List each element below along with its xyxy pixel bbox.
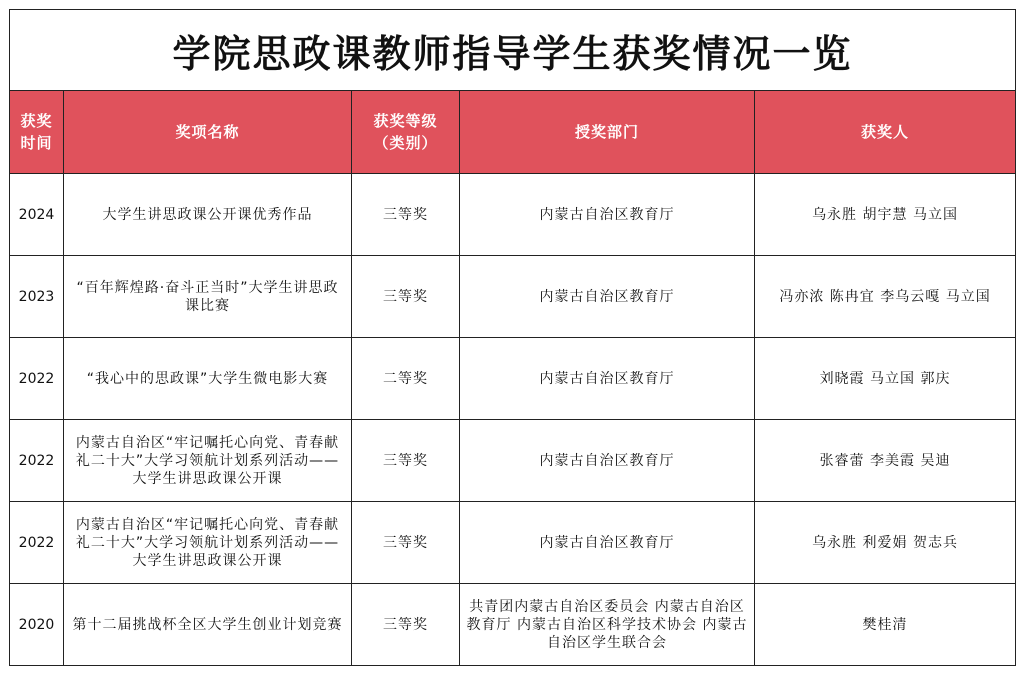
cell-department: 内蒙古自治区教育厅 (460, 174, 755, 256)
cell-winners: 刘晓霞 马立国 郭庆 (755, 338, 1016, 420)
cell-level: 三等奖 (352, 502, 460, 584)
table-row (10, 502, 1016, 584)
cell-winners: 乌永胜 胡宇慧 马立国 (755, 174, 1016, 256)
cell-level: 三等奖 (352, 420, 460, 502)
header-level: 获奖等级（类别） (352, 91, 460, 174)
cell-level: 二等奖 (352, 338, 460, 420)
cell-winners: 张睿蕾 李美霞 吴迪 (755, 420, 1016, 502)
table-row (10, 584, 1016, 666)
cell-award-name: 内蒙古自治区“牢记嘱托心向党、青春献礼二十大”大学习领航计划系列活动——大学生讲思政课公开课 (64, 420, 352, 502)
awards-table-container (9, 9, 1015, 666)
cell-year: 2020 (10, 584, 64, 666)
cell-department: 内蒙古自治区教育厅 (460, 420, 755, 502)
header-award-name: 奖项名称 (64, 91, 352, 174)
cell-year: 2023 (10, 256, 64, 338)
header-winners: 获奖人 (755, 91, 1016, 174)
table-row (10, 174, 1016, 256)
cell-winners: 樊桂清 (755, 584, 1016, 666)
cell-award-name: 第十二届挑战杯全区大学生创业计划竞赛 (64, 584, 352, 666)
table-row (10, 338, 1016, 420)
cell-award-name: 大学生讲思政课公开课优秀作品 (64, 174, 352, 256)
cell-level: 三等奖 (352, 256, 460, 338)
header-time: 获奖时间 (10, 91, 64, 174)
cell-winners: 乌永胜 利爱娟 贺志兵 (755, 502, 1016, 584)
cell-year: 2022 (10, 338, 64, 420)
cell-level: 三等奖 (352, 584, 460, 666)
cell-award-name: “我心中的思政课”大学生微电影大赛 (64, 338, 352, 420)
header-department: 授奖部门 (460, 91, 755, 174)
cell-level: 三等奖 (352, 174, 460, 256)
cell-department: 内蒙古自治区教育厅 (460, 338, 755, 420)
cell-year: 2024 (10, 174, 64, 256)
cell-department: 内蒙古自治区教育厅 (460, 502, 755, 584)
awards-table (9, 9, 1016, 666)
table-header-row (10, 91, 1016, 174)
cell-year: 2022 (10, 502, 64, 584)
cell-winners: 冯亦浓 陈冉宜 李乌云嘎 马立国 (755, 256, 1016, 338)
table-row (10, 256, 1016, 338)
cell-award-name: 内蒙古自治区“牢记嘱托心向党、青春献礼二十大”大学习领航计划系列活动——大学生讲思政课公开课 (64, 502, 352, 584)
cell-year: 2022 (10, 420, 64, 502)
cell-department: 内蒙古自治区教育厅 (460, 256, 755, 338)
cell-award-name: “百年辉煌路·奋斗正当时”大学生讲思政课比赛 (64, 256, 352, 338)
page-title: 学院思政课教师指导学生获奖情况一览 (10, 10, 1016, 91)
table-row (10, 420, 1016, 502)
cell-department: 共青团内蒙古自治区委员会 内蒙古自治区教育厅 内蒙古自治区科学技术协会 内蒙古自治区学生联合会 (460, 584, 755, 666)
